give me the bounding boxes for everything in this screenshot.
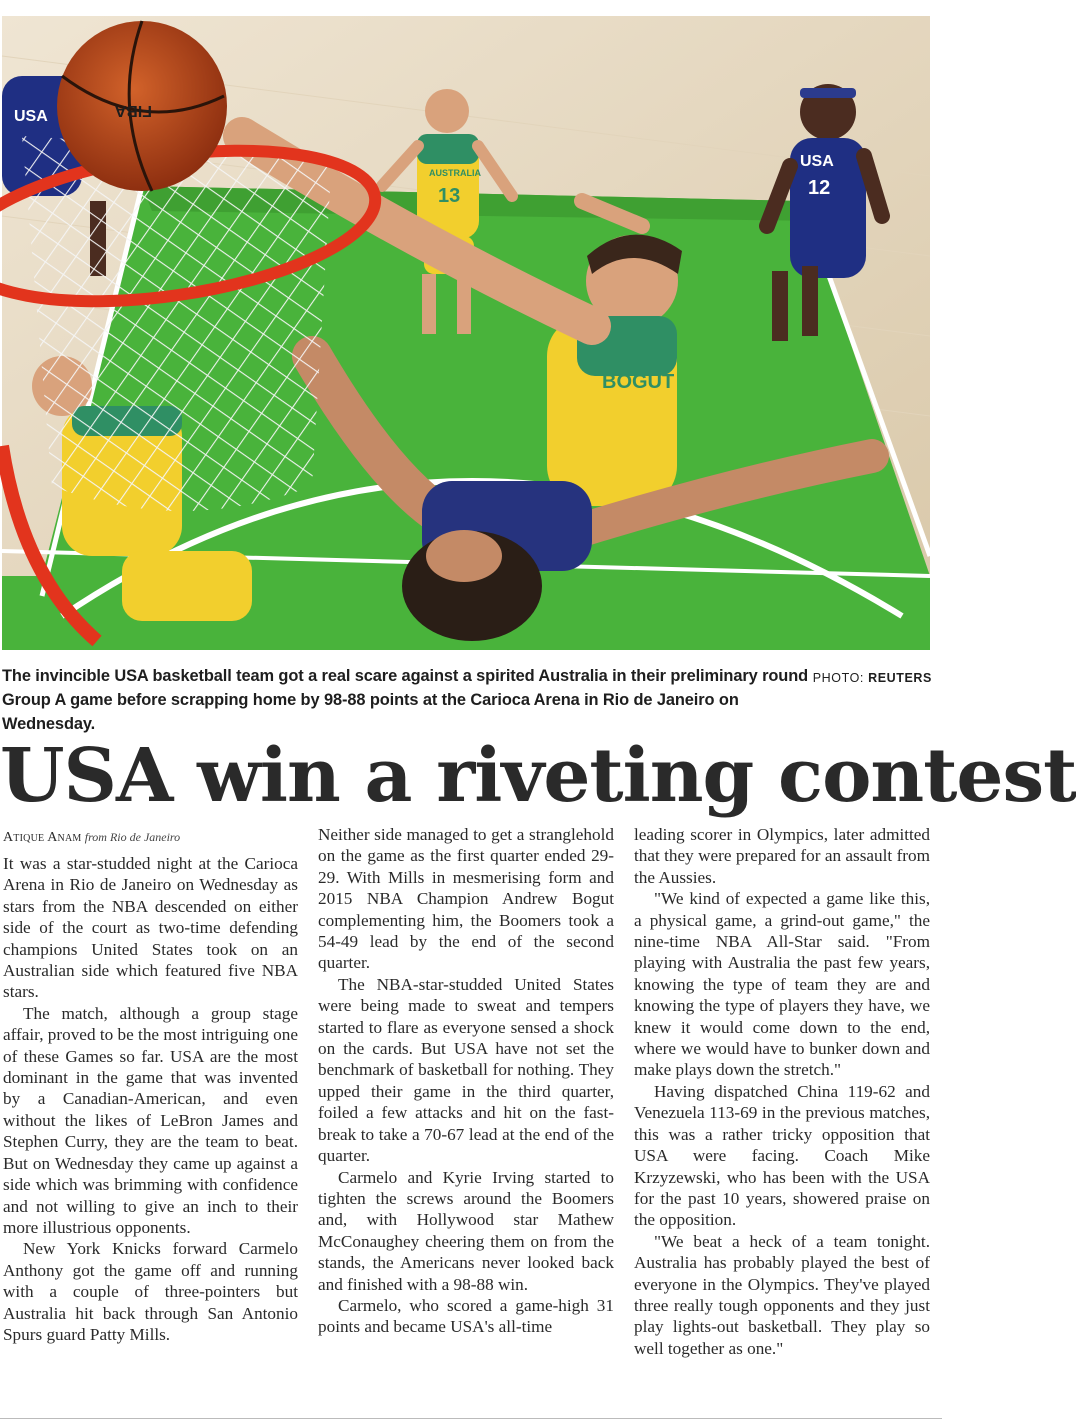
svg-text:FIBA: FIBA bbox=[114, 102, 152, 119]
svg-text:13: 13 bbox=[438, 185, 461, 207]
paragraph: New York Knicks forward Carmelo Anthony got the game off and running with a couple of three-pointers but Australia hit back through San Antonio Spurs guard Patty Mills. bbox=[3, 1239, 298, 1344]
article-column-1 bbox=[3, 824, 298, 1345]
photo-credit: PHOTO: REUTERS bbox=[812, 671, 932, 685]
byline bbox=[3, 824, 298, 851]
paragraph: Carmelo and Kyrie Irving started to tighten the screws around the Boomers and, with Hollywood star Mathew McConaughey cheering them on from the stands, the Americans never looked back and finished with a 98-88 win. bbox=[318, 1167, 614, 1294]
basketball bbox=[57, 21, 227, 191]
byline-author: Atique Anam bbox=[3, 830, 82, 845]
byline-location: from Rio de Janeiro bbox=[84, 830, 181, 844]
svg-text:BOGUT: BOGUT bbox=[602, 371, 675, 393]
svg-text:12: 12 bbox=[808, 177, 831, 199]
game-photo bbox=[2, 16, 930, 650]
paragraph: The NBA-star-studded United States were being made to sweat and tempers started to flare as everyone sensed a shock on the cards. But USA have not set the benchmark of basketball for nothing. They upped their game in the third quarter, foiled a few attacks and hit on the fast-break to take a 70-67 lead at the end of the quarter. bbox=[318, 974, 614, 1166]
bottom-rule bbox=[0, 1418, 942, 1419]
paragraph: Having dispatched China 119-62 and Venezuela 113-69 in the previous matches, this was a rather tricky opposition that USA were facing. Coach Mike Krzyzewski, who has been with the USA for the past 10 years, showered praise on the opposition. bbox=[634, 1081, 930, 1230]
paragraph: It was a star-studded night at the Carioca Arena in Rio de Janeiro on Wednesday as stars from the NBA descended on either side of the court as two-time defending champions United States took on an Australian side which featured five NBA stars. bbox=[3, 854, 298, 1002]
svg-text:USA: USA bbox=[14, 108, 48, 125]
paragraph: "We kind of expected a game like this, a physical game, a grind-out game," the nine-time NBA All-Star said. "From playing with Australia the past few years, knowing the type of team they are and knowing the type of players they have, we knew it would come down to the end, where we would have to bunker down and make plays down the stretch." bbox=[634, 889, 930, 1080]
paragraph: Carmelo, who scored a game-high 31 points and became USA's all-time bbox=[318, 1295, 614, 1337]
svg-text:AUSTRALIA: AUSTRALIA bbox=[429, 168, 481, 178]
svg-text:USA: USA bbox=[800, 153, 834, 170]
paragraph: "We beat a heck of a team tonight. Australia has probably played the best of everyone in the Olympics. They've played three really tough opponents and they just play lights-out basketball. They play so well together as one." bbox=[634, 1231, 930, 1358]
paragraph: The match, although a group stage affair, proved to be the most intriguing one of these Games so far. USA are the most dominant in the game that was invented by a Canadian-American, and even without the likes of LeBron James and Stephen Curry, they are the team to beat. But on Wednesday they came up against a side which was brimming with confidence and not willing to give an inch to their more illustrious opponents. bbox=[3, 1003, 298, 1237]
photo-caption bbox=[2, 664, 932, 736]
paragraph: Neither side managed to get a stranglehold on the game as the first quarter ended 29-29. With Mills in mesmerising form and 2015 NBA Champion Andrew Bogut complementing him, the Boomers took a 54-49 lead by the end of the second quarter. bbox=[318, 825, 614, 973]
paragraph: leading scorer in Olympics, later admitted that they were prepared for an assault from the Aussies. bbox=[634, 825, 930, 887]
caption-text: The invincible USA basketball team got a real scare against a spirited Australia in their preliminary round Group A game before scrapping home by 98-88 points at the Carioca Arena in Rio de Janeiro on Wednesday. bbox=[2, 667, 809, 733]
game-photo-illustration bbox=[2, 16, 930, 650]
headline: USA win a riveting contest bbox=[0, 733, 1076, 819]
article-column-3 bbox=[634, 824, 930, 1359]
article-column-2 bbox=[318, 824, 614, 1338]
